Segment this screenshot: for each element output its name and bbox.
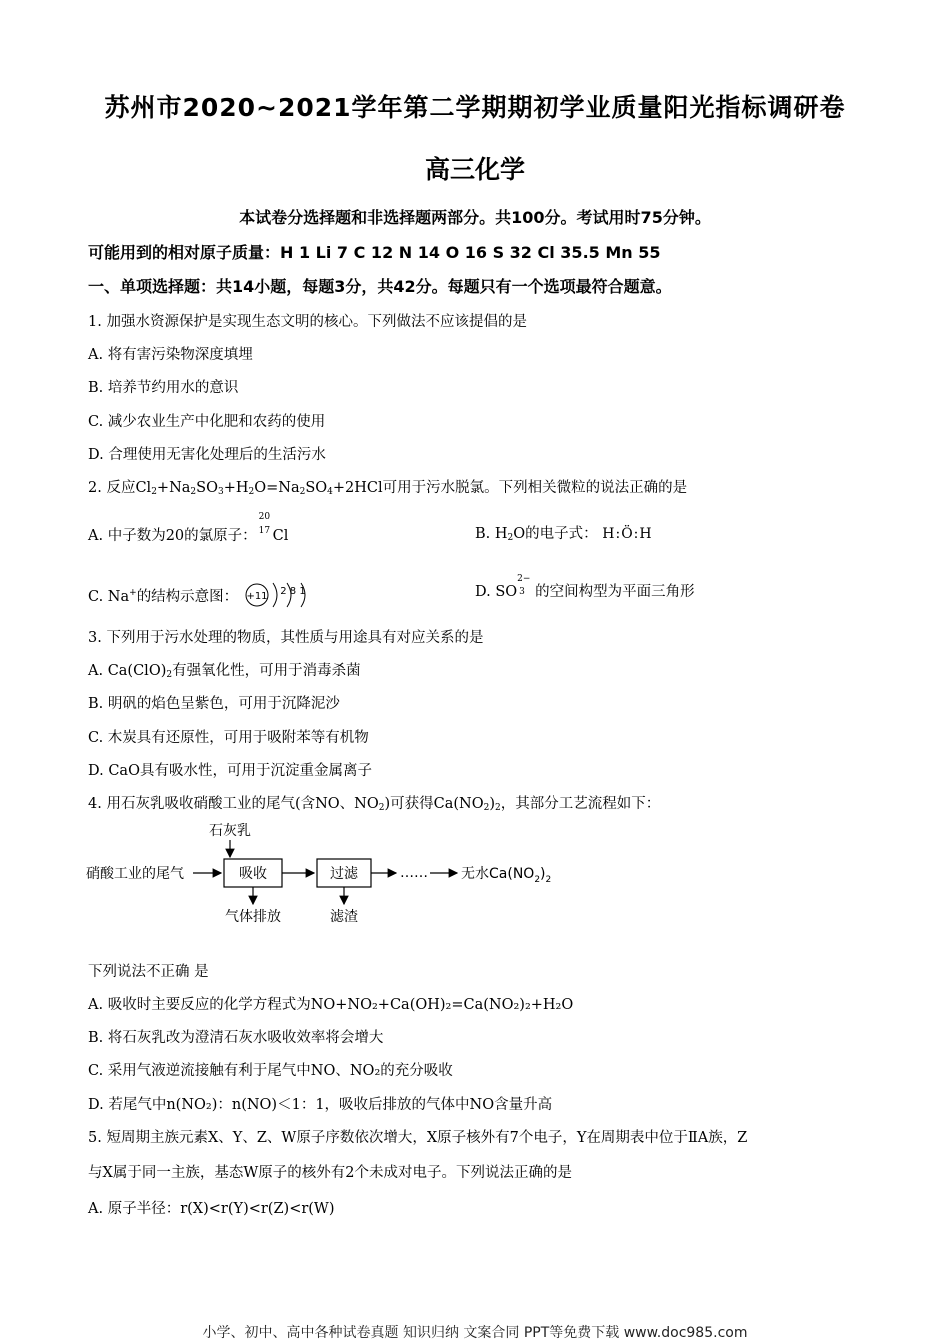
q4-option-d: D. 若尾气中n(NO₂)：n(NO)＜1：1，吸收后排放的气体中NO含量升高 xyxy=(88,1097,553,1113)
chlorine-isotope: 20 17 xyxy=(258,512,271,536)
sodium-ion-structure-diagram xyxy=(243,580,323,610)
q3-option-a: A. $Ca(ClO)_2$有强氧化性，可用于消毒杀菌 xyxy=(88,663,361,680)
q1-stem: 1. 加强水资源保护是实现生态文明的核心。下列做法不应该提倡的是 xyxy=(88,314,527,330)
page-footer: 小学、初中、高中各种试卷真题 知识归纳 文案合同 PPT等免费下载 www.doc985.com xyxy=(202,1325,748,1341)
svg-text:+11: +11 xyxy=(246,591,268,602)
exam-intro: 本试卷分选择题和非选择题两部分。共100分。考试用时75分钟。 xyxy=(239,208,711,227)
flow-gas-out: 气体排放 xyxy=(225,909,281,925)
q2-option-a: A. 中子数为20的氯原子： 20 17 Cl xyxy=(88,512,289,544)
flow-box2-label: 过滤 xyxy=(330,866,358,882)
q1-option-c: C. 减少农业生产中化肥和农药的使用 xyxy=(88,414,326,430)
svg-text:2 8 1: 2 8 1 xyxy=(280,586,306,597)
flow-input: 硝酸工业的尾气 xyxy=(86,866,184,882)
q3-stem: 3. 下列用于污水处理的物质，其性质与用途具有对应关系的是 xyxy=(88,630,484,646)
q1-option-d: D. 合理使用无害化处理后的生活污水 xyxy=(88,447,326,463)
q4-stem: 4. 用石灰乳吸收硝酸工业的尾气(含NO、$NO_2$)可获得$Ca(NO_2)_2$，其部分工艺流程如下： xyxy=(88,796,661,813)
q4-option-a: A. 吸收时主要反应的化学方程式为NO+NO₂+Ca(OH)₂=Ca(NO₂)₂+H₂O xyxy=(88,997,574,1013)
q5-stem-line2: 与X属于同一主族，基态W原子的核外有2个未成对电子。下列说法正确的是 xyxy=(88,1165,572,1181)
section-heading: 一、单项选择题：共14小题，每题3分，共42分。每题只有一个选项最符合题意。 xyxy=(88,277,672,296)
q4-prompt: 下列说法不正确 是 xyxy=(88,964,209,980)
process-flow-diagram xyxy=(80,818,580,933)
q1-option-b: B. 培养节约用水的意识 xyxy=(88,380,239,396)
q4-option-b: B. 将石灰乳改为澄清石灰水吸收效率将会增大 xyxy=(88,1030,384,1046)
q2-option-d: D. SO 2− 3 的空间构型为平面三角形 xyxy=(475,574,695,600)
exam-subtitle: 高三化学 xyxy=(424,155,525,184)
q5-option-a: A. 原子半径：r(X)<r(Y)<r(Z)<r(W) xyxy=(88,1201,335,1217)
q2-option-b: B. $H_2O$的电子式： H:Ö:H xyxy=(475,526,653,543)
q2-option-c: C. Na+的结构示意图： +11 2 8 1 xyxy=(88,580,323,610)
flow-box1-label: 吸收 xyxy=(239,866,267,882)
q3-option-d: D. CaO具有吸水性，可用于沉淀重金属离子 xyxy=(88,763,372,779)
flow-residue: 滤渣 xyxy=(330,909,358,925)
flow-top-input: 石灰乳 xyxy=(209,823,251,839)
q3-option-b: B. 明矾的焰色呈紫色，可用于沉降泥沙 xyxy=(88,696,340,712)
water-electron-formula: H:Ö:H xyxy=(602,526,653,542)
q4-option-c: C. 采用气液逆流接触有利于尾气中NO、NO₂的充分吸收 xyxy=(88,1063,453,1079)
q5-stem-line1: 5. 短周期主族元素X、Y、Z、W原子序数依次增大，X原子核外有7个电子，Y在周期表中位于ⅡA族，Z xyxy=(88,1130,748,1146)
q3-option-c: C. 木炭具有还原性，可用于吸附苯等有机物 xyxy=(88,730,369,746)
q2-stem: 2. 反应$Cl_2+Na_2SO_3+H_2O=Na_2SO_4+2HCl$可用于污水脱氯。下列相关微粒的说法正确的是 xyxy=(88,480,688,497)
atomic-masses: 可能用到的相对原子质量：H 1 Li 7 C 12 N 14 O 16 S 32 Cl 35.5 Mn 55 xyxy=(88,243,661,262)
exam-title: 苏州市2020~2021学年第二学期期初学业质量阳光指标调研卷 xyxy=(104,93,846,122)
flow-ellipsis: …… xyxy=(400,865,428,881)
q1-option-a: A. 将有害污染物深度填埋 xyxy=(88,347,253,363)
flow-output: 无水$Ca(NO_2)_2$ xyxy=(461,866,552,885)
sulfite-ion-charge: 2− 3 xyxy=(517,574,531,597)
